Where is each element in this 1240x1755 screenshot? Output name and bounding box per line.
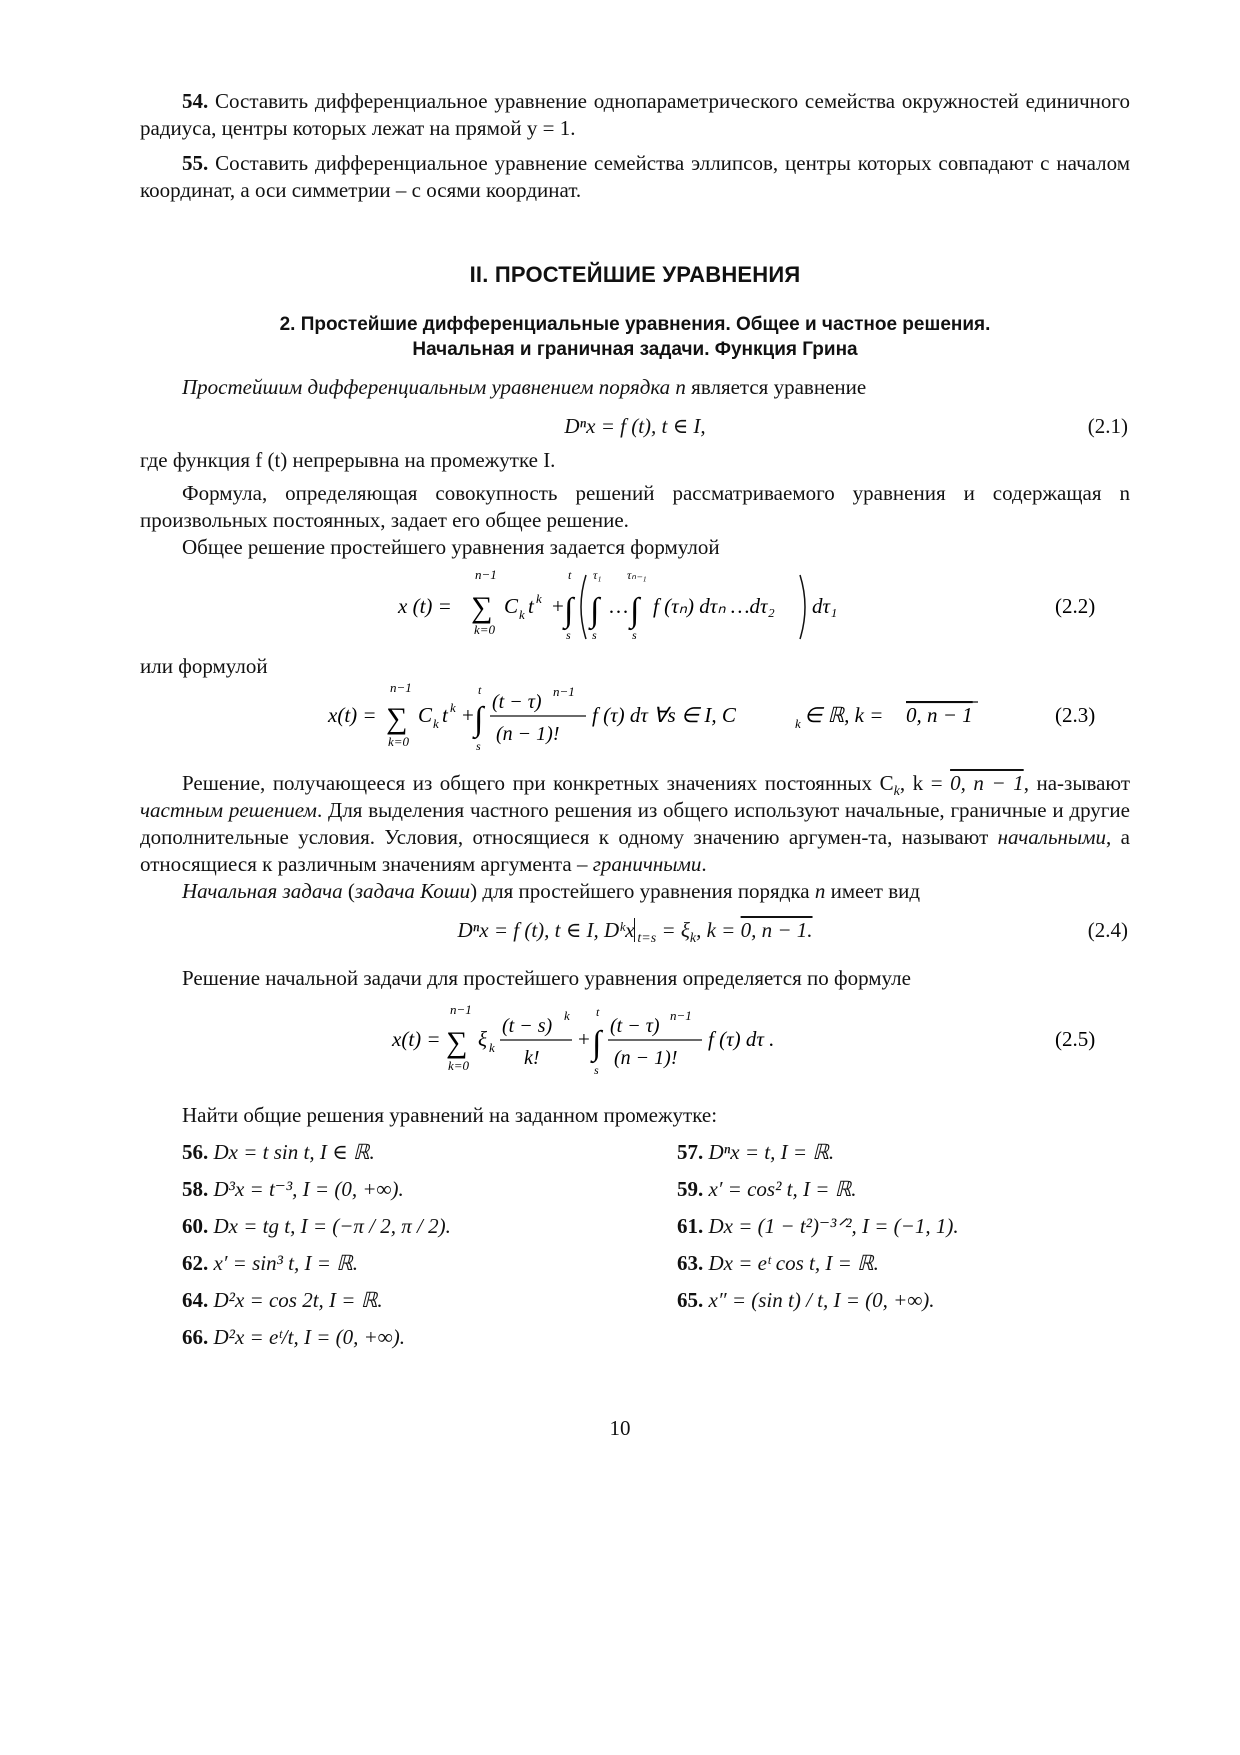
exercise-item — [182, 1213, 677, 1240]
eq25-xi-sub: k — [489, 1040, 495, 1055]
particular-italic: частным решением — [140, 798, 317, 822]
particular-sub: k — [893, 784, 900, 800]
eq24-body-a: Dⁿx = f (t), t ∈ I, Dᵏx — [457, 918, 635, 942]
particular-text-f: . — [701, 852, 707, 876]
initial-italic: начальными — [997, 825, 1107, 849]
page-content — [140, 88, 1130, 1351]
exercise-item — [677, 1176, 1172, 1203]
left-paren — [581, 575, 586, 639]
problem-text: Составить дифференциальное уравнение однопараметрического семейства окружностей единичного радиуса, центры которых лежат на прямой y = 1. — [140, 89, 1130, 140]
eq23-sum-top: n−1 — [390, 680, 412, 695]
intro-rest: является уравнение — [685, 375, 867, 399]
svg-text:k: k — [450, 700, 456, 715]
exercise-expr: D²x = eᵗ/t, I = (0, +∞). — [213, 1325, 406, 1349]
eq25-number: (2.5) — [1055, 1027, 1096, 1051]
eq23-frac-den: (n − 1)! — [496, 723, 560, 745]
equation-2-3-svg — [140, 680, 1130, 756]
eq25-sum-bot: k=0 — [448, 1058, 470, 1073]
eq23-range: 0, n − 1 — [906, 703, 973, 727]
exercise-item — [677, 1139, 1172, 1166]
or-paragraph: или формулой — [140, 654, 268, 678]
problem-54 — [140, 88, 1130, 142]
exercise-expr: D²x = cos 2t, I = ℝ. — [213, 1288, 383, 1312]
integral-symbol: ∫ — [630, 592, 640, 629]
eq23-lhs: x(t) = — [328, 703, 377, 727]
eq25-sum-top: n−1 — [450, 1002, 472, 1017]
equation-body — [140, 917, 1130, 947]
exercise-number: 58. — [182, 1177, 209, 1201]
sum-symbol: ∑ — [471, 591, 493, 624]
exercise-expr: Dx = (1 − t²)⁻³ᐟ², I = (−1, 1). — [708, 1214, 959, 1238]
exercise-item — [182, 1287, 677, 1314]
intro-italic: Простейшим дифференциальным уравнением порядка n — [182, 375, 686, 399]
particular-text-b: , k = — [899, 771, 951, 795]
eq22-term: C — [504, 594, 519, 618]
eq22-term-sub: k — [519, 607, 525, 622]
eq23-number: (2.3) — [1055, 703, 1096, 727]
eq23-after2: ∈ ℝ, k = — [804, 703, 884, 727]
equation-2-2 — [140, 565, 1130, 647]
eq25-frac1-den: k! — [524, 1047, 540, 1069]
equation-2-5 — [140, 998, 1130, 1084]
exercise-expr: Dⁿx = t, I = ℝ. — [708, 1140, 835, 1164]
equation-2-2-svg — [140, 565, 1130, 647]
equation-2-5-svg — [140, 998, 1130, 1084]
eq25-lhs: x(t) = — [392, 1027, 441, 1051]
eq22-tail: dτ₁ — [812, 594, 838, 618]
exercise-number: 59. — [677, 1177, 704, 1201]
equation-number: (2.4) — [1087, 918, 1128, 942]
formula-paragraph: Формула, определяющая совокупность решений рассматриваемого уравнения и содержащая n произвольных постоянных, задает его общее решение. — [140, 481, 1130, 532]
page-number: 10 — [609, 1416, 631, 1440]
exercise-number: 65. — [677, 1288, 704, 1312]
boundary-italic: граничными — [592, 852, 702, 876]
eq25-int-bot: s — [594, 1063, 599, 1077]
right-paren — [800, 575, 805, 639]
sum-symbol: ∑ — [446, 1026, 468, 1059]
equation-2-4 — [140, 917, 1130, 961]
eq22-term-t: t — [528, 594, 534, 618]
particular-text-e: , а относящиеся к различным значениям аргумента – — [140, 825, 1130, 876]
equation-number: (2.1) — [1087, 414, 1128, 438]
integral-symbol: ∫ — [592, 1025, 602, 1062]
chapter-title: II. ПРОСТЕЙШИЕ УРАВНЕНИЯ — [469, 262, 801, 287]
equation-body: Dⁿx = f (t), t ∈ I, — [564, 414, 706, 438]
eq25-frac2-sup: n−1 — [670, 1008, 692, 1023]
exercise-item — [677, 1213, 1172, 1240]
cauchy-end: имеет вид — [825, 879, 921, 903]
cauchy-paragraph — [140, 878, 1130, 905]
general-paragraph: Общее решение простейшего уравнения задается формулой — [182, 535, 720, 559]
task-paragraph: Найти общие решения уравнений на заданном промежутке: — [182, 1103, 718, 1127]
section-title-line2: Начальная и граничная задачи. Функция Грина — [412, 339, 858, 360]
where-paragraph: где функция f (t) непрерывна на промежутке I. — [140, 448, 556, 472]
problem-number: 54. — [182, 89, 209, 113]
exercise-expr: x″ = (sin t) / t, I = (0, +∞). — [708, 1288, 935, 1312]
solution-paragraph: Решение начальной задачи для простейшего уравнения определяется по формуле — [182, 966, 911, 990]
eq22-int3-bot: s — [632, 628, 637, 642]
section-title — [140, 312, 1130, 362]
eq22-integrand: f (τₙ) dτₙ …dτ₂ — [653, 594, 775, 618]
eq22-number: (2.2) — [1055, 594, 1096, 618]
problem-text: Составить дифференциальное уравнение семейства эллипсов, центры которых совпадают с началом координат, а оси симметрии – с осями координат. — [140, 151, 1131, 202]
eq25-tail: f (τ) dτ . — [708, 1027, 775, 1051]
problem-55 — [140, 150, 1130, 204]
exercise-item — [182, 1250, 677, 1277]
exercise-number: 66. — [182, 1325, 209, 1349]
equation-2-3 — [140, 680, 1130, 756]
eq22-int2-top: τ₁ — [593, 568, 602, 582]
eq25-frac1-num: (t − s) — [502, 1015, 553, 1037]
eq22-lhs: x (t) = — [398, 594, 452, 618]
eq24-body-b: = ξ — [656, 918, 690, 942]
eq22-int3-top: τₙ₋₁ — [627, 568, 647, 582]
eq22-term-sup: k — [536, 591, 542, 606]
eq23-sum-bot: k=0 — [388, 734, 410, 749]
eq25-frac2-num: (t − τ) — [610, 1015, 660, 1037]
eq25-frac2-den: (n − 1)! — [614, 1047, 678, 1069]
integral-symbol: ∫ — [564, 592, 574, 629]
cauchy-paren: ( — [342, 879, 355, 903]
exercise-item — [677, 1287, 1172, 1314]
exercise-number: 61. — [677, 1214, 704, 1238]
exercise-expr: Dx = eᵗ cos t, I = ℝ. — [708, 1251, 879, 1275]
eq22-int1-bot: s — [566, 628, 571, 642]
svg-text:t: t — [442, 703, 448, 727]
eq24-cond: t=s — [637, 931, 657, 947]
exercise-number: 57. — [677, 1140, 704, 1164]
eq25-xi: ξ — [478, 1027, 487, 1051]
cauchy-italic-b: задача Коши — [354, 879, 471, 903]
exercise-number: 60. — [182, 1214, 209, 1238]
eq22-dots: … — [608, 594, 629, 618]
particular-text-d: . Для выделения частного решения из общего используют начальные, граничные и другие дополнительные условия. Условия, относящиеся к одному значению аргумен-та, называют — [140, 798, 1130, 849]
problem-number: 55. — [182, 151, 209, 175]
intro-paragraph — [140, 374, 1130, 401]
sum-symbol: ∑ — [386, 702, 408, 735]
eq22-plus: + — [552, 594, 564, 618]
eq25-plus: + — [578, 1027, 590, 1051]
exercise-item — [182, 1139, 677, 1166]
exercise-expr: Dx = t sin t, I ∈ ℝ. — [213, 1140, 375, 1164]
exercise-item — [182, 1324, 677, 1351]
exercise-item — [677, 1250, 1172, 1277]
eq23-frac-num-sup: n−1 — [553, 684, 575, 699]
cauchy-rest: ) для простейшего уравнения порядка — [470, 879, 815, 903]
particular-text-c: , на-зывают — [1023, 771, 1130, 795]
eq22-int2-bot: s — [592, 628, 597, 642]
section-title-line1: 2. Простейшие дифференциальные уравнения. Общее и частное решения. — [279, 314, 991, 335]
svg-text:C: C — [418, 703, 433, 727]
eq22-sum-top: n−1 — [475, 567, 497, 582]
particular-range: 0, n − 1 — [950, 771, 1024, 795]
eq23-after-sub: k — [795, 716, 801, 731]
exercise-number: 62. — [182, 1251, 209, 1275]
cauchy-italic-a: Начальная задача — [182, 879, 343, 903]
svg-text:k: k — [433, 716, 439, 731]
exercise-expr: Dx = tg t, I = (−π / 2, π / 2). — [213, 1214, 451, 1238]
eq25-int-top: t — [596, 1005, 600, 1019]
eq25-frac1-sup: k — [564, 1008, 570, 1023]
exercise-list — [140, 1139, 1130, 1351]
eq24-range: 0, n − 1. — [740, 918, 813, 942]
integral-symbol: ∫ — [590, 592, 600, 629]
svg-text:+: + — [462, 703, 474, 727]
exercise-number: 56. — [182, 1140, 209, 1164]
eq23-int-top: t — [478, 683, 482, 697]
exercise-expr: x′ = sin³ t, I = ℝ. — [213, 1251, 359, 1275]
exercise-expr: x′ = cos² t, I = ℝ. — [708, 1177, 857, 1201]
cauchy-n: n — [814, 879, 826, 903]
exercise-number: 64. — [182, 1288, 209, 1312]
exercise-expr: D³x = t⁻³, I = (0, +∞). — [213, 1177, 404, 1201]
eq23-int-bot: s — [476, 739, 481, 753]
eq24-body-c: , k = — [696, 918, 741, 942]
particular-paragraph — [140, 770, 1130, 878]
eq23-after: f (τ) dτ ∀s ∈ I, C — [592, 703, 736, 727]
eq22-int1-top: t — [568, 568, 572, 582]
equation-2-1 — [140, 413, 1130, 447]
exercise-item — [182, 1176, 677, 1203]
exercise-number: 63. — [677, 1251, 704, 1275]
particular-text-a: Решение, получающееся из общего при конкретных значениях постоянных C — [182, 771, 894, 795]
eq22-sum-bot: k=0 — [474, 622, 496, 637]
eq23-frac-num: (t − τ) — [492, 691, 542, 713]
integral-symbol: ∫ — [474, 701, 484, 738]
eq24-sub: k — [689, 931, 697, 947]
